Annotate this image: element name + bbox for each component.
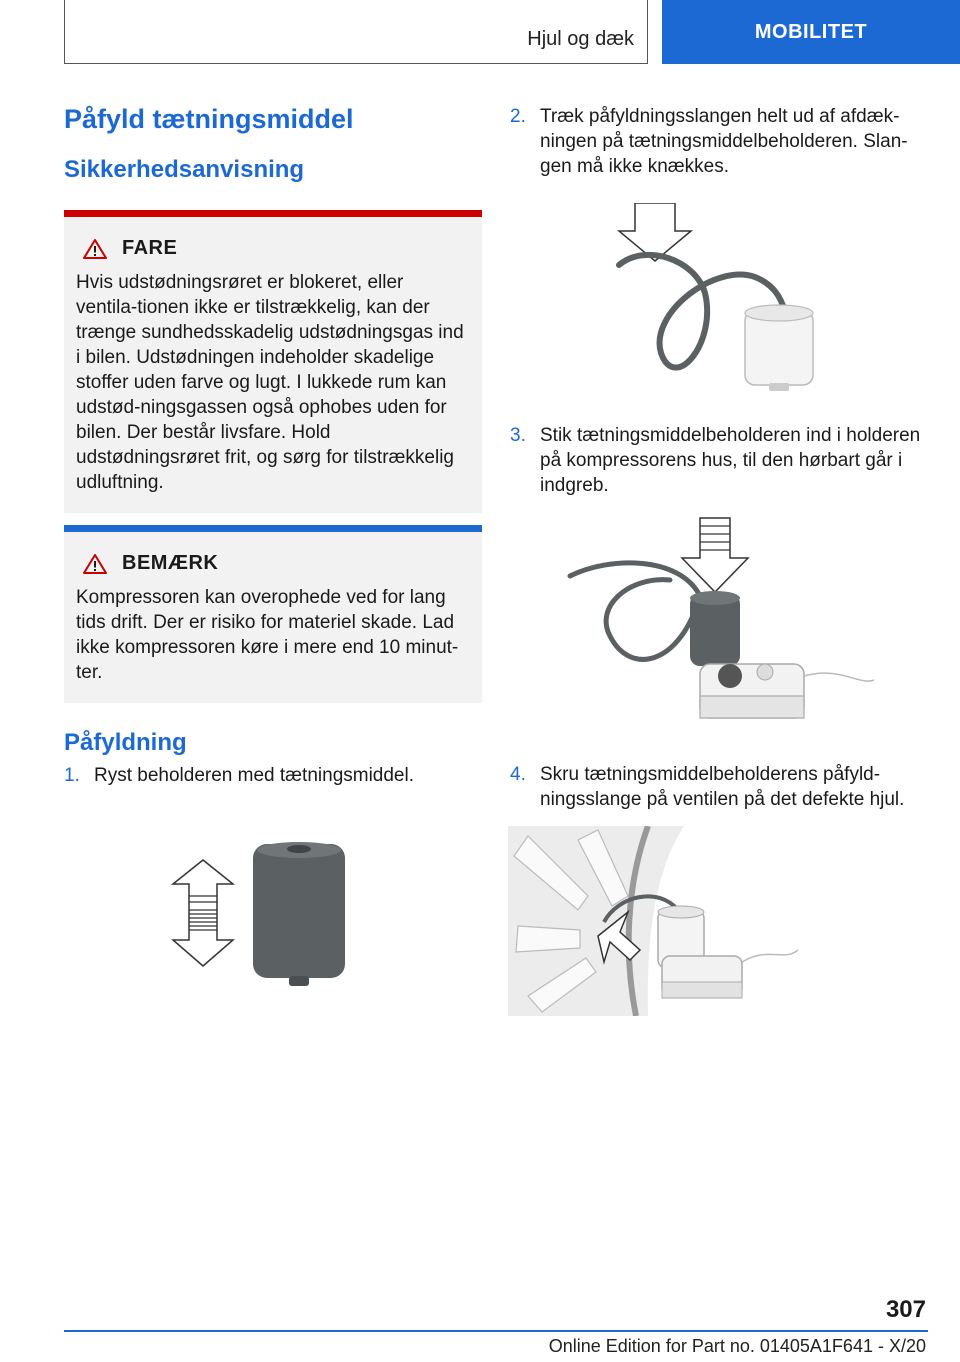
page-title: Påfyld tætningsmiddel [64, 104, 354, 134]
step-text: Skru tætningsmiddelbeholderens påfyld-ningsslange på ventilen på det defekte hjul. [540, 764, 905, 810]
danger-text: Hvis udstødningsrøret er blokeret, eller ventila-tionen ikke er tilstrækkelig, kan der trænge sundhedsskadelig udstødningsgas ind i bilen. Udstødningen indeholder skadelige stoffer uden farve og lugt. I lukkede rum kan udstød-ningsgassen også ophobes uden for bilen. Der består livsfare. Hold udstødningsrøret frit, og sørg for tilstrækkelig udluftning. [76, 272, 464, 493]
footer-edition: Online Edition for Part no. 01405A1F641 - X/20 [548, 1336, 926, 1356]
left-column [64, 100, 482, 990]
step-item [510, 423, 930, 498]
danger-notice [64, 210, 482, 513]
step-item [510, 762, 930, 812]
filling-heading: Påfyldning [64, 729, 187, 756]
caution-text: Kompressoren kan overophede ved for lang tids drift. Der er risiko for materiel skade. Lad ikke kompressoren køre i mere end 10 minut-ter. [76, 587, 459, 683]
pull-hose-illustration [605, 203, 835, 393]
right-column [510, 100, 930, 1016]
step-number: 1. [64, 765, 80, 786]
warning-triangle-icon [82, 238, 108, 260]
shake-canister-illustration [153, 840, 393, 990]
caution-notice [64, 525, 482, 703]
chapter-tab[interactable]: MOBILITET [662, 0, 960, 64]
footer-divider [64, 1330, 928, 1332]
step-number: 2. [510, 106, 526, 127]
step-text: Ryst beholderen med tætningsmiddel. [94, 765, 415, 786]
caution-label: BEMÆRK [122, 552, 219, 574]
step-item [64, 763, 482, 788]
step-number: 3. [510, 425, 526, 446]
danger-label: FARE [122, 237, 178, 259]
step-number: 4. [510, 764, 526, 785]
connect-to-wheel-illustration [508, 826, 808, 1016]
header-section-title: Hjul og dæk [527, 28, 634, 50]
step-item [510, 104, 930, 179]
insert-canister-illustration [550, 516, 890, 736]
step-text: Stik tætningsmiddelbeholderen ind i holderen på kompressorens hus, til den hørbart går i indgreb. [540, 425, 921, 496]
step-text: Træk påfyldningsslangen helt ud af afdæk-ningen på tætningsmiddelbeholderen. Slan-gen må ikke knækkes. [540, 106, 908, 177]
page-number: 307 [885, 1296, 926, 1323]
safety-heading: Sikkerhedsanvisning [64, 156, 305, 183]
warning-triangle-icon [82, 553, 108, 575]
